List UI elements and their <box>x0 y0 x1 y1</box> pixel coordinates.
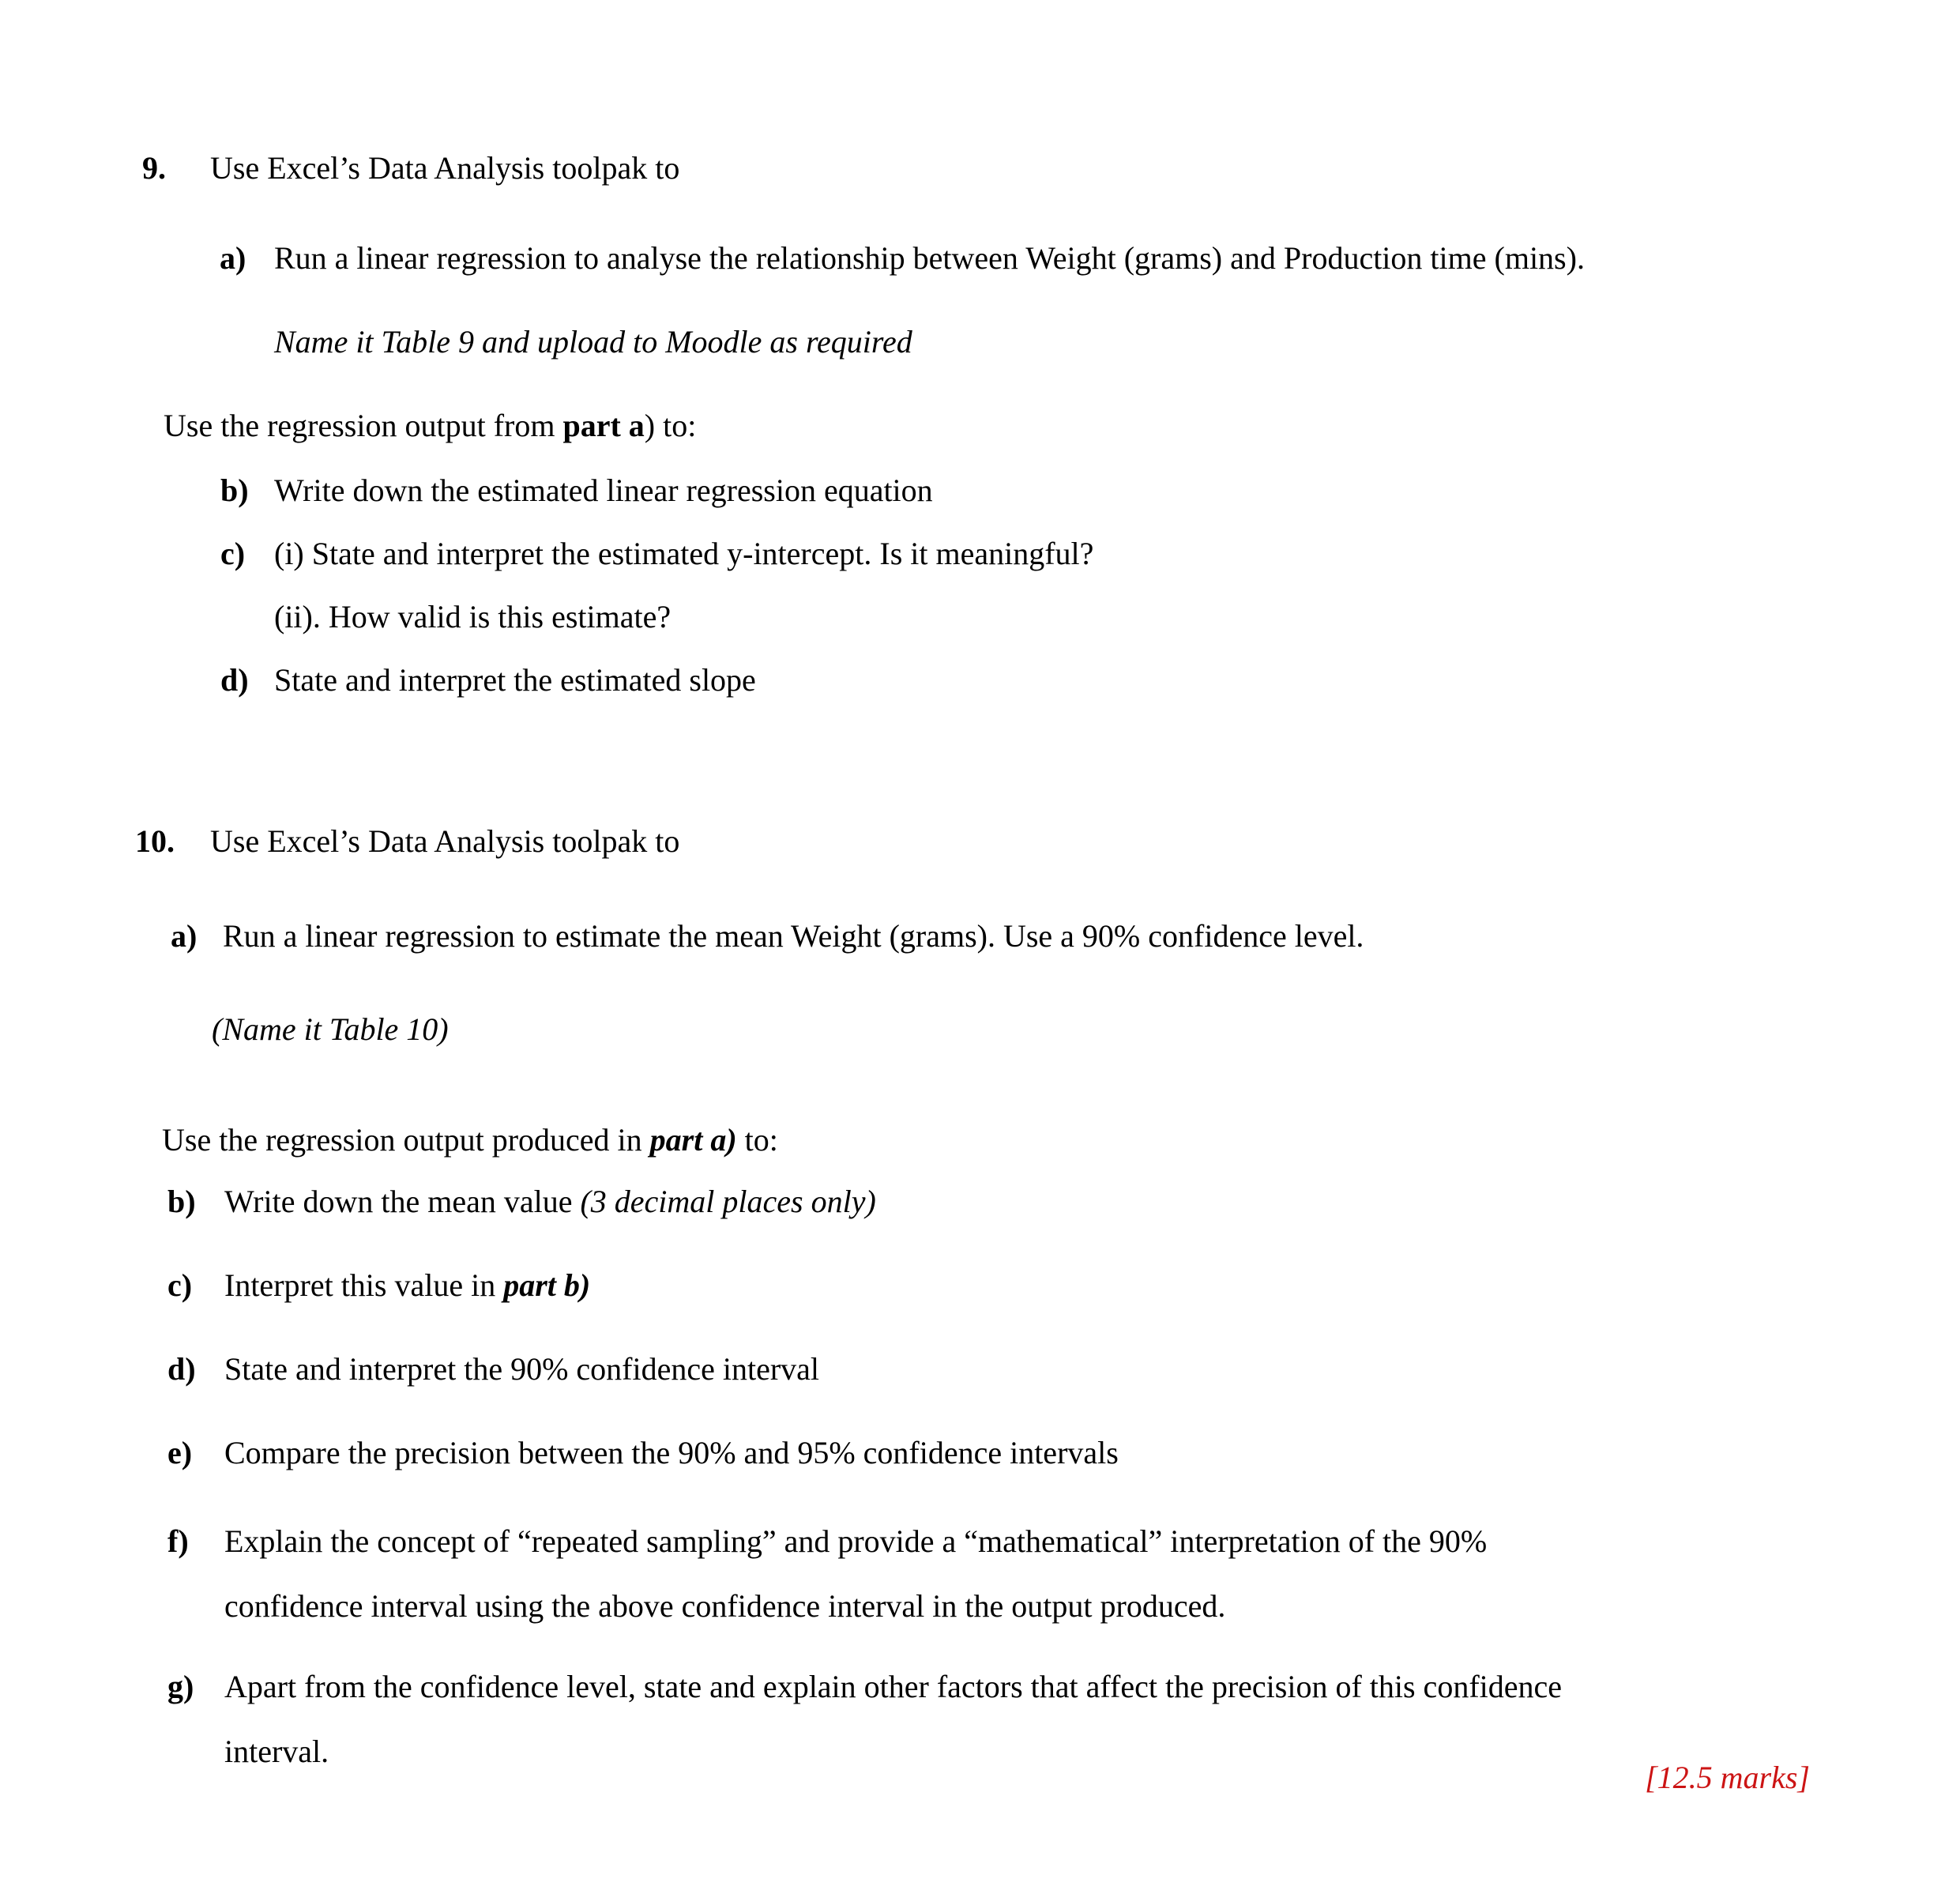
item-c-text: Interpret this value in <box>224 1267 504 1303</box>
item-d-text: State and interpret the estimated slope <box>274 662 756 698</box>
item-b-label: b) <box>167 1184 196 1219</box>
question-9-number: 9. <box>142 150 166 186</box>
item-a-text: Run a linear regression to analyse the relationship between Weight (grams) and Production time (mins). <box>274 240 1585 276</box>
question-9-item-b <box>220 472 933 509</box>
question-10-item-g <box>167 1669 1562 1705</box>
subheader-pre: Use the regression output produced in <box>162 1122 650 1158</box>
marks-total: [12.5 marks] <box>1645 1760 1810 1795</box>
item-f-text-line1: Explain the concept of “repeated sampling” and provide a “mathematical” interpretation of the 90% <box>224 1523 1488 1559</box>
item-e-label: e) <box>167 1435 193 1470</box>
item-a-label: a) <box>171 918 198 954</box>
question-10-item-a <box>171 918 1364 954</box>
question-10-note: (Name it Table 10) <box>212 1011 449 1047</box>
item-d-label: d) <box>220 662 249 698</box>
question-9-item-c-ii: (ii). How valid is this estimate? <box>274 599 672 634</box>
question-10-item-c <box>167 1267 590 1304</box>
item-c-emphasis: part b) <box>503 1267 591 1303</box>
subheader-post: to: <box>736 1122 778 1158</box>
item-g-text-line1: Apart from the confidence level, state and explain other factors that affect the precision of this confidence <box>224 1669 1563 1704</box>
item-b-text: Write down the mean value <box>224 1184 581 1219</box>
item-a-label: a) <box>220 240 246 276</box>
question-9-heading <box>142 150 679 186</box>
item-c-text: (i) State and interpret the estimated y-intercept. Is it meaningful? <box>274 536 1094 571</box>
item-a-text: Run a linear regression to estimate the mean Weight (grams). Use a 90% confidence level. <box>223 918 1364 954</box>
subheader-pre: Use the regression output from <box>164 408 563 443</box>
question-10-item-b <box>167 1184 876 1220</box>
question-9-subheader <box>164 408 696 444</box>
question-10-heading <box>135 823 679 860</box>
subheader-emphasis: part a) <box>649 1122 737 1158</box>
subheader-emphasis: part a <box>562 408 645 443</box>
question-10-item-e <box>167 1435 1119 1471</box>
question-9-note: Name it Table 9 and upload to Moodle as required <box>274 324 912 360</box>
question-9-item-d <box>220 662 756 698</box>
item-f-label: f) <box>167 1523 189 1559</box>
question-9-title: Use Excel’s Data Analysis toolpak to <box>210 150 680 186</box>
item-e-text: Compare the precision between the 90% and 95% confidence intervals <box>224 1435 1119 1470</box>
item-b-label: b) <box>220 472 249 508</box>
question-9-item-a <box>220 240 1585 277</box>
question-10-item-f <box>167 1523 1487 1560</box>
question-10-subheader <box>162 1122 778 1158</box>
item-g-label: g) <box>167 1669 194 1704</box>
question-10-title: Use Excel’s Data Analysis toolpak to <box>210 823 680 859</box>
item-d-label: d) <box>167 1351 196 1387</box>
item-b-emphasis: (3 decimal places only) <box>580 1184 876 1219</box>
item-c-label: c) <box>167 1267 193 1303</box>
item-b-text: Write down the estimated linear regression equation <box>274 472 933 508</box>
question-10-number: 10. <box>135 823 175 859</box>
question-10-item-d <box>167 1351 819 1387</box>
subheader-post: ) to: <box>644 408 697 443</box>
item-d-text: State and interpret the 90% confidence interval <box>224 1351 820 1387</box>
question-10-item-g-continued: interval. <box>224 1734 329 1769</box>
question-9-item-c <box>220 536 1093 572</box>
item-c-label: c) <box>220 536 246 571</box>
question-10-item-f-continued: confidence interval using the above confidence interval in the output produced. <box>224 1588 1226 1624</box>
